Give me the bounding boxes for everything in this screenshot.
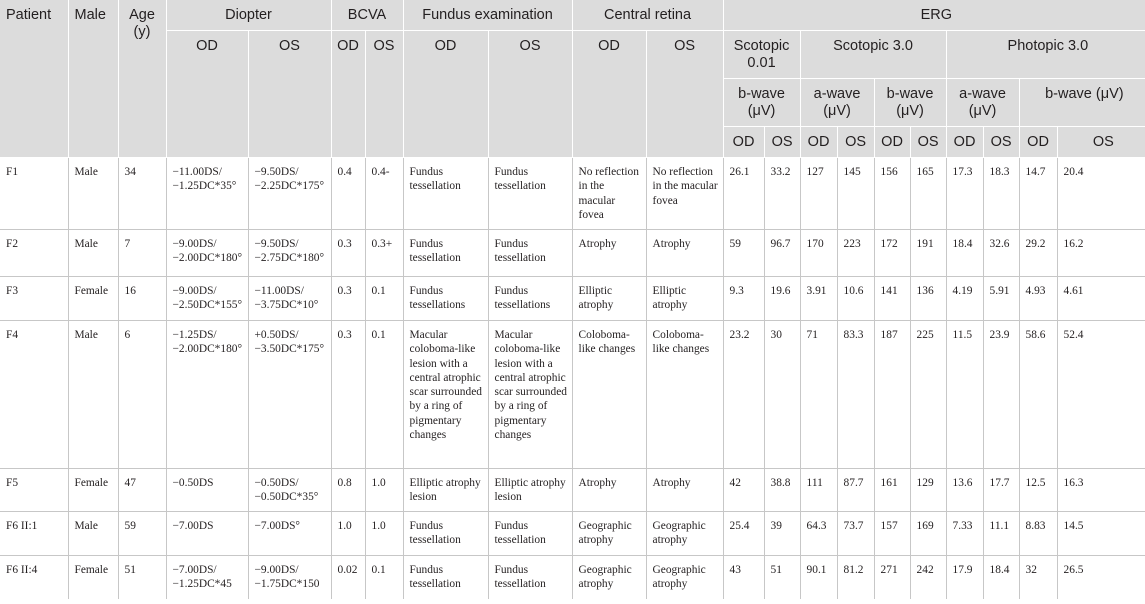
cell-sex: Male	[68, 230, 118, 277]
cell-scotopic-30-awave-os: 73.7	[837, 512, 874, 556]
cell-photopic-30-bwave-os: 4.61	[1057, 277, 1145, 321]
cell-photopic-30-bwave-od: 32	[1019, 556, 1057, 600]
cell-photopic-30-bwave-od: 4.93	[1019, 277, 1057, 321]
cell-scotopic-30-bwave-os: 129	[910, 469, 946, 512]
header-photopic-30-bwave: b-wave (μV)	[1019, 79, 1145, 127]
header-scotopic-30-awave: a-wave (μV)	[800, 79, 874, 127]
cell-bcva-os: 0.1	[365, 321, 403, 469]
cell-age: 59	[118, 512, 166, 556]
cell-photopic-30-awave-od: 4.19	[946, 277, 983, 321]
header-diopter-os: OS	[248, 31, 331, 158]
cell-patient: F1	[0, 158, 68, 230]
header-erg-os: OS	[764, 127, 800, 158]
cell-diopter-od: −1.25DS/ −2.00DC*180°	[166, 321, 248, 469]
table-row	[0, 321, 1145, 469]
header-fundus-os: OS	[488, 31, 572, 158]
header-erg-od: OD	[1019, 127, 1057, 158]
cell-scotopic-30-awave-od: 71	[800, 321, 837, 469]
cell-photopic-30-bwave-od: 12.5	[1019, 469, 1057, 512]
table-row	[0, 556, 1145, 600]
cell-sex: Female	[68, 277, 118, 321]
header-photopic-30-awave: a-wave (μV)	[946, 79, 1019, 127]
cell-scotopic-30-bwave-od: 271	[874, 556, 910, 600]
cell-diopter-od: −0.50DS	[166, 469, 248, 512]
cell-photopic-30-bwave-os: 26.5	[1057, 556, 1145, 600]
cell-photopic-30-awave-od: 13.6	[946, 469, 983, 512]
cell-scotopic-30-bwave-os: 165	[910, 158, 946, 230]
cell-scotopic-30-awave-os: 83.3	[837, 321, 874, 469]
header-scotopic-30-bwave: b-wave (μV)	[874, 79, 946, 127]
cell-retina-od: Atrophy	[572, 469, 646, 512]
cell-fundus-od: Macular coloboma-like lesion with a central atrophic scar surrounded by a ring of pigmentary changes	[403, 321, 488, 469]
cell-fundus-od: Fundus tessellation	[403, 158, 488, 230]
cell-scotopic-001-bwave-os: 38.8	[764, 469, 800, 512]
cell-retina-od: No reflection in the macular fovea	[572, 158, 646, 230]
cell-scotopic-30-awave-od: 90.1	[800, 556, 837, 600]
cell-fundus-od: Elliptic atrophy lesion	[403, 469, 488, 512]
cell-retina-od: Coloboma-like changes	[572, 321, 646, 469]
header-retina-os: OS	[646, 31, 723, 158]
cell-photopic-30-awave-os: 5.91	[983, 277, 1019, 321]
cell-retina-os: Geographic atrophy	[646, 556, 723, 600]
header-erg-os: OS	[1057, 127, 1145, 158]
cell-photopic-30-awave-od: 17.9	[946, 556, 983, 600]
cell-diopter-os: −11.00DS/ −3.75DC*10°	[248, 277, 331, 321]
cell-fundus-od: Fundus tessellation	[403, 512, 488, 556]
cell-scotopic-30-bwave-os: 169	[910, 512, 946, 556]
cell-scotopic-30-awave-od: 3.91	[800, 277, 837, 321]
cell-scotopic-001-bwave-od: 9.3	[723, 277, 764, 321]
cell-scotopic-30-awave-od: 111	[800, 469, 837, 512]
cell-sex: Female	[68, 469, 118, 512]
cell-photopic-30-awave-od: 17.3	[946, 158, 983, 230]
cell-sex: Female	[68, 556, 118, 600]
cell-fundus-od: Fundus tessellation	[403, 230, 488, 277]
header-scotopic-001-bwave: b-wave (μV)	[723, 79, 800, 127]
cell-photopic-30-awave-od: 7.33	[946, 512, 983, 556]
cell-retina-os: Atrophy	[646, 230, 723, 277]
cell-scotopic-001-bwave-od: 23.2	[723, 321, 764, 469]
cell-fundus-os: Macular coloboma-like lesion with a central atrophic scar surrounded by a ring of pigmentary changes	[488, 321, 572, 469]
cell-photopic-30-bwave-od: 29.2	[1019, 230, 1057, 277]
cell-scotopic-30-bwave-os: 136	[910, 277, 946, 321]
cell-bcva-os: 0.4-	[365, 158, 403, 230]
cell-age: 6	[118, 321, 166, 469]
cell-fundus-os: Fundus tessellation	[488, 158, 572, 230]
cell-scotopic-001-bwave-od: 59	[723, 230, 764, 277]
cell-bcva-od: 0.8	[331, 469, 365, 512]
header-erg-od: OD	[946, 127, 983, 158]
cell-photopic-30-bwave-od: 8.83	[1019, 512, 1057, 556]
cell-fundus-os: Elliptic atrophy lesion	[488, 469, 572, 512]
cell-scotopic-30-awave-os: 10.6	[837, 277, 874, 321]
cell-scotopic-001-bwave-os: 39	[764, 512, 800, 556]
header-fundus-od: OD	[403, 31, 488, 158]
cell-retina-od: Geographic atrophy	[572, 556, 646, 600]
cell-scotopic-30-bwave-od: 141	[874, 277, 910, 321]
cell-scotopic-30-awave-os: 81.2	[837, 556, 874, 600]
cell-patient: F5	[0, 469, 68, 512]
cell-fundus-os: Fundus tessellation	[488, 230, 572, 277]
header-diopter-od: OD	[166, 31, 248, 158]
cell-scotopic-30-bwave-od: 156	[874, 158, 910, 230]
cell-diopter-os: −9.00DS/ −1.75DC*150	[248, 556, 331, 600]
table-body	[0, 158, 1145, 600]
cell-scotopic-30-bwave-os: 191	[910, 230, 946, 277]
cell-fundus-od: Fundus tessellation	[403, 556, 488, 600]
cell-retina-od: Elliptic atrophy	[572, 277, 646, 321]
cell-patient: F6 II:4	[0, 556, 68, 600]
cell-scotopic-30-bwave-os: 225	[910, 321, 946, 469]
cell-bcva-os: 1.0	[365, 512, 403, 556]
table-row	[0, 512, 1145, 556]
cell-photopic-30-awave-os: 23.9	[983, 321, 1019, 469]
table-row	[0, 469, 1145, 512]
cell-fundus-os: Fundus tessellations	[488, 277, 572, 321]
cell-retina-od: Atrophy	[572, 230, 646, 277]
cell-age: 47	[118, 469, 166, 512]
cell-fundus-od: Fundus tessellations	[403, 277, 488, 321]
table-row	[0, 158, 1145, 230]
header-diopter: Diopter	[166, 0, 331, 31]
cell-photopic-30-awave-os: 32.6	[983, 230, 1019, 277]
cell-retina-os: Geographic atrophy	[646, 512, 723, 556]
cell-bcva-os: 1.0	[365, 469, 403, 512]
cell-photopic-30-awave-od: 11.5	[946, 321, 983, 469]
cell-scotopic-30-awave-os: 223	[837, 230, 874, 277]
cell-photopic-30-awave-os: 18.3	[983, 158, 1019, 230]
cell-scotopic-30-bwave-od: 161	[874, 469, 910, 512]
cell-diopter-od: −7.00DS	[166, 512, 248, 556]
table-row	[0, 230, 1145, 277]
cell-bcva-od: 0.02	[331, 556, 365, 600]
cell-scotopic-30-awave-os: 145	[837, 158, 874, 230]
header-erg-os: OS	[983, 127, 1019, 158]
header-bcva: BCVA	[331, 0, 403, 31]
cell-scotopic-001-bwave-os: 30	[764, 321, 800, 469]
cell-photopic-30-bwave-os: 52.4	[1057, 321, 1145, 469]
cell-diopter-od: −9.00DS/ −2.00DC*180°	[166, 230, 248, 277]
cell-patient: F3	[0, 277, 68, 321]
cell-bcva-os: 0.1	[365, 556, 403, 600]
cell-scotopic-30-awave-od: 64.3	[800, 512, 837, 556]
cell-sex: Male	[68, 321, 118, 469]
cell-scotopic-30-bwave-od: 157	[874, 512, 910, 556]
cell-bcva-os: 0.3+	[365, 230, 403, 277]
cell-photopic-30-bwave-os: 14.5	[1057, 512, 1145, 556]
cell-diopter-os: −0.50DS/ −0.50DC*35°	[248, 469, 331, 512]
header-erg-os: OS	[837, 127, 874, 158]
cell-diopter-od: −9.00DS/ −2.50DC*155°	[166, 277, 248, 321]
cell-scotopic-001-bwave-od: 25.4	[723, 512, 764, 556]
cell-patient: F6 II:1	[0, 512, 68, 556]
header-fundus-examination: Fundus examination	[403, 0, 572, 31]
cell-scotopic-001-bwave-od: 42	[723, 469, 764, 512]
header-photopic-30: Photopic 3.0	[946, 31, 1145, 79]
cell-scotopic-001-bwave-od: 26.1	[723, 158, 764, 230]
table-header	[0, 0, 1145, 158]
cell-scotopic-30-awave-os: 87.7	[837, 469, 874, 512]
cell-scotopic-001-bwave-os: 19.6	[764, 277, 800, 321]
cell-bcva-os: 0.1	[365, 277, 403, 321]
cell-photopic-30-awave-od: 18.4	[946, 230, 983, 277]
cell-bcva-od: 1.0	[331, 512, 365, 556]
header-row-1	[0, 0, 1145, 31]
cell-retina-os: Atrophy	[646, 469, 723, 512]
cell-bcva-od: 0.3	[331, 230, 365, 277]
cell-bcva-od: 0.3	[331, 321, 365, 469]
cell-age: 51	[118, 556, 166, 600]
header-erg-od: OD	[723, 127, 764, 158]
cell-scotopic-001-bwave-os: 96.7	[764, 230, 800, 277]
header-bcva-od: OD	[331, 31, 365, 158]
cell-scotopic-30-bwave-od: 172	[874, 230, 910, 277]
header-erg-os: OS	[910, 127, 946, 158]
cell-bcva-od: 0.4	[331, 158, 365, 230]
cell-retina-os: Coloboma-like changes	[646, 321, 723, 469]
cell-retina-os: No reflection in the macular fovea	[646, 158, 723, 230]
cell-photopic-30-bwave-os: 20.4	[1057, 158, 1145, 230]
cell-patient: F4	[0, 321, 68, 469]
cell-bcva-od: 0.3	[331, 277, 365, 321]
cell-diopter-od: −11.00DS/ −1.25DC*35°	[166, 158, 248, 230]
cell-photopic-30-awave-os: 18.4	[983, 556, 1019, 600]
header-erg-od: OD	[800, 127, 837, 158]
table-row	[0, 277, 1145, 321]
cell-scotopic-30-bwave-os: 242	[910, 556, 946, 600]
header-scotopic-001: Scotopic 0.01	[723, 31, 800, 79]
cell-photopic-30-bwave-os: 16.2	[1057, 230, 1145, 277]
cell-fundus-os: Fundus tessellation	[488, 556, 572, 600]
cell-photopic-30-awave-os: 17.7	[983, 469, 1019, 512]
cell-diopter-os: −9.50DS/ −2.25DC*175°	[248, 158, 331, 230]
cell-scotopic-30-bwave-od: 187	[874, 321, 910, 469]
cell-diopter-os: −7.00DS°	[248, 512, 331, 556]
header-central-retina: Central retina	[572, 0, 723, 31]
cell-retina-od: Geographic atrophy	[572, 512, 646, 556]
cell-age: 7	[118, 230, 166, 277]
header-patient: Patient	[0, 0, 68, 158]
cell-scotopic-001-bwave-os: 33.2	[764, 158, 800, 230]
cell-scotopic-001-bwave-od: 43	[723, 556, 764, 600]
cell-scotopic-001-bwave-os: 51	[764, 556, 800, 600]
header-erg: ERG	[723, 0, 1145, 31]
cell-photopic-30-bwave-od: 58.6	[1019, 321, 1057, 469]
header-age: Age (y)	[118, 0, 166, 158]
cell-diopter-os: −9.50DS/ −2.75DC*180°	[248, 230, 331, 277]
cell-photopic-30-awave-os: 11.1	[983, 512, 1019, 556]
header-retina-od: OD	[572, 31, 646, 158]
cell-scotopic-30-awave-od: 170	[800, 230, 837, 277]
header-bcva-os: OS	[365, 31, 403, 158]
cell-age: 16	[118, 277, 166, 321]
header-male: Male	[68, 0, 118, 158]
cell-patient: F2	[0, 230, 68, 277]
header-erg-od: OD	[874, 127, 910, 158]
cell-fundus-os: Fundus tessellation	[488, 512, 572, 556]
cell-diopter-os: +0.50DS/ −3.50DC*175°	[248, 321, 331, 469]
cell-age: 34	[118, 158, 166, 230]
cell-diopter-od: −7.00DS/ −1.25DC*45	[166, 556, 248, 600]
cell-scotopic-30-awave-od: 127	[800, 158, 837, 230]
cell-photopic-30-bwave-os: 16.3	[1057, 469, 1145, 512]
header-scotopic-30: Scotopic 3.0	[800, 31, 946, 79]
cell-sex: Male	[68, 158, 118, 230]
header-row-2	[0, 31, 1145, 79]
cell-sex: Male	[68, 512, 118, 556]
cell-retina-os: Elliptic atrophy	[646, 277, 723, 321]
cell-photopic-30-bwave-od: 14.7	[1019, 158, 1057, 230]
